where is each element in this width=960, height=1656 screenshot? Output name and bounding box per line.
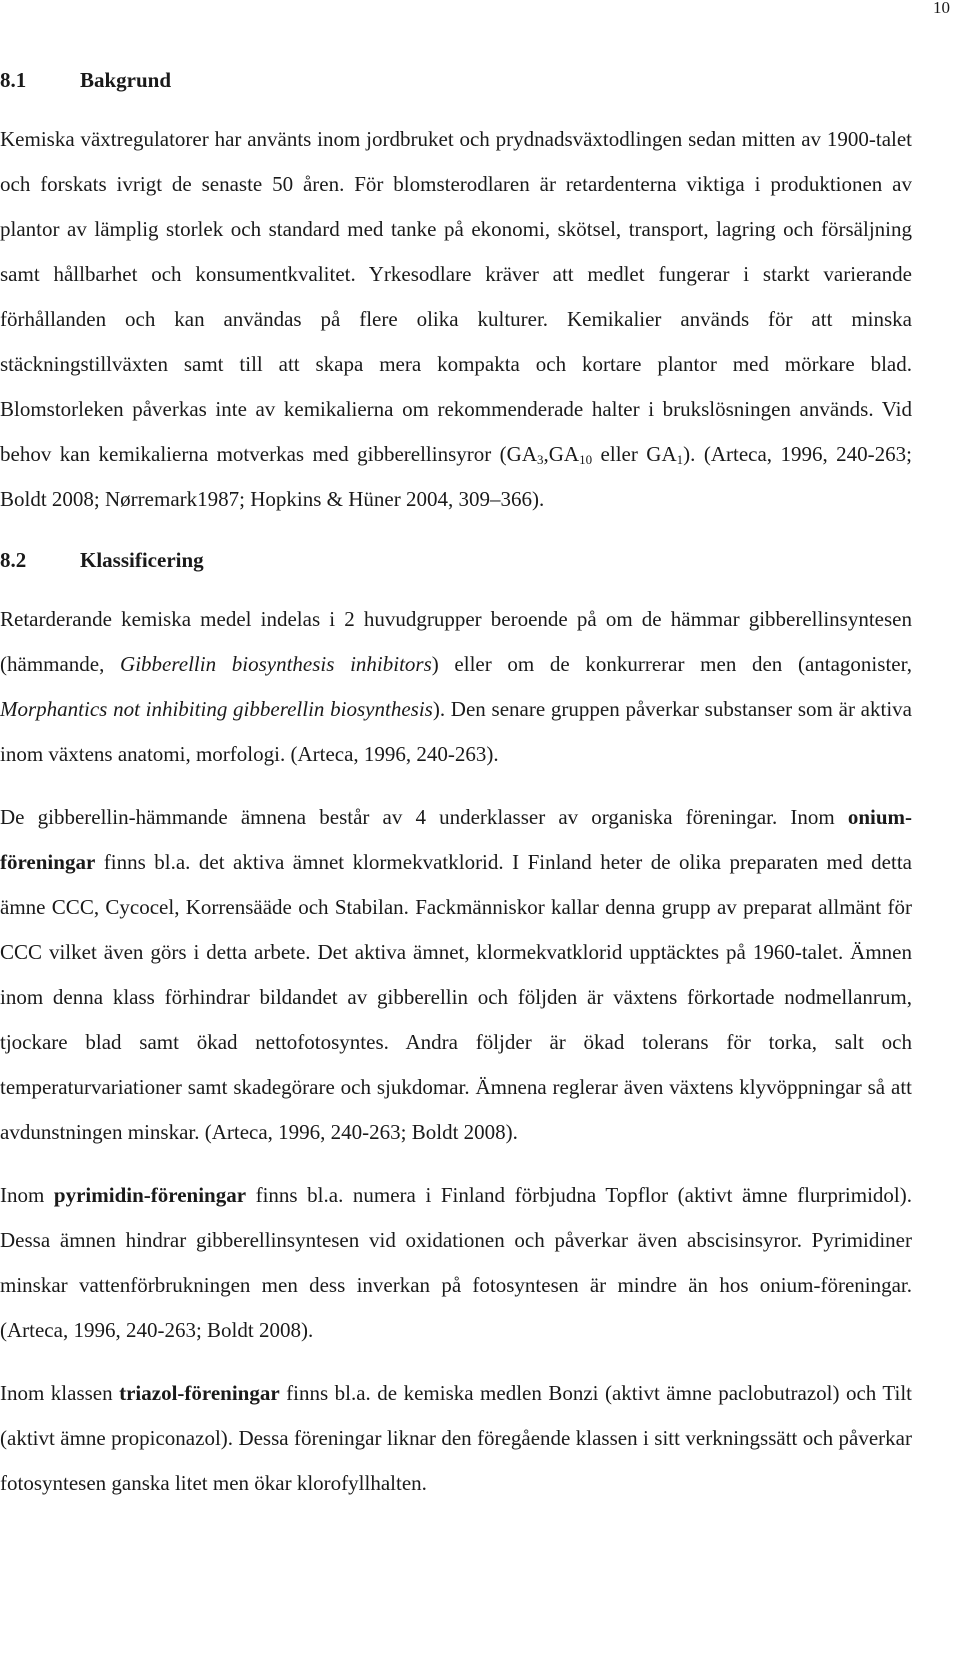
section-heading-klassificering xyxy=(0,548,912,573)
paragraph-bakgrund: Kemiska växtregulatorer har använts inom jordbruket och prydnadsväxtodlingen sedan mitten av 1900-talet och forskats ivrigt de senaste 50 åren. För blomsterodlaren är retardenterna viktiga i produktionen av plantor av lämplig storlek och standard med tanke på ekonomi, skötsel, transport, lagring och försäljning samt hållbarhet och konsumentkvalitet. Yrkesodlare kräver att medlet fungerar i starkt varierande förhållanden och kan användas på flere olika kulturer. Kemikalier används för att minska stäckningstillväxten samt till att skapa mera kompakta och kortare plantor med mörkare blad. Blomstorleken påverkas inte av kemikalierna om rekommenderade halter i brukslösningen används. Vid behov kan kemikalierna motverkas med gibberellinsyror ($GA_3,GA_{10}$ eller $GA_1$). (Arteca, 1996, 240-263; Boldt 2008; Nørremark1987; Hopkins & Hüner 2004, 309–366). xyxy=(0,127,912,511)
section-number: 8.1 xyxy=(0,68,27,92)
section-heading-bakgrund xyxy=(0,68,912,93)
paragraph-pyrimidin: Inom pyrimidin-föreningar finns bl.a. numera i Finland förbjudna Topflor (aktivt ämne flurprimidol). Dessa ämnen hindrar gibberellinsyntesen vid oxidationen och påverkar även abscisinsyror. Pyrimidiner minskar vattenförbrukningen men dess inverkan på fotosyntesen är mindre än hos onium-föreningar. (Arteca, 1996, 240-263; Boldt 2008). xyxy=(0,1183,913,1342)
page-number: 10 xyxy=(933,0,950,17)
paragraph-triazol: Inom klassen triazol-föreningar finns bl.a. de kemiska medlen Bonzi (aktivt ämne paclobutrazol) och Tilt (aktivt ämne propiconazol). Dessa föreningar liknar den föregående klassen i sitt verkningssätt och påverkar fotosyntesen ganska litet men ökar klorofyllhalten. xyxy=(0,1381,912,1495)
section-number: 8.2 xyxy=(0,548,27,572)
paragraph-retarderande: Retarderande kemiska medel indelas i 2 huvudgrupper beroende på om de hämmar gibberellinsyntesen (hämmande, Gibberellin biosynthesis inhibitors) eller om de konkurrerar men den (antagonister, Morphantics not inhibiting gibberellin biosynthesis). Den senare gruppen påverkar substanser som är aktiva inom växtens anatomi, morfologi. (Arteca, 1996, 240-263). xyxy=(0,607,913,766)
section-title: Klassificering xyxy=(80,548,204,572)
paragraph-onium: De gibberellin-hämmande ämnena består av 4 underklasser av organiska föreningar. Inom onium-föreningar finns bl.a. det aktiva ämnet klormekvatklorid. I Finland heter de olika preparaten med detta ämne CCC, Cycocel, Korrensääde och Stabilan. Fackmänniskor kallar denna grupp av preparat allmänt för CCC vilket även görs i detta arbete. Det aktiva ämnet, klormekvatklorid upptäcktes på 1960-talet. Ämnen inom denna klass förhindrar bildandet av gibberellin och följden är växtens förkortade nodmellanrum, tjockare blad samt ökad nettofotosyntes. Andra följder är ökad tolerans för torka, salt och temperaturvariationer samt skadegörare och sjukdomar. Ämnena reglerar även växtens klyvöppningar så att avdunstningen minskar. (Arteca, 1996, 240-263; Boldt 2008). xyxy=(0,805,912,1144)
section-title: Bakgrund xyxy=(80,68,172,92)
document-body xyxy=(0,68,912,1506)
